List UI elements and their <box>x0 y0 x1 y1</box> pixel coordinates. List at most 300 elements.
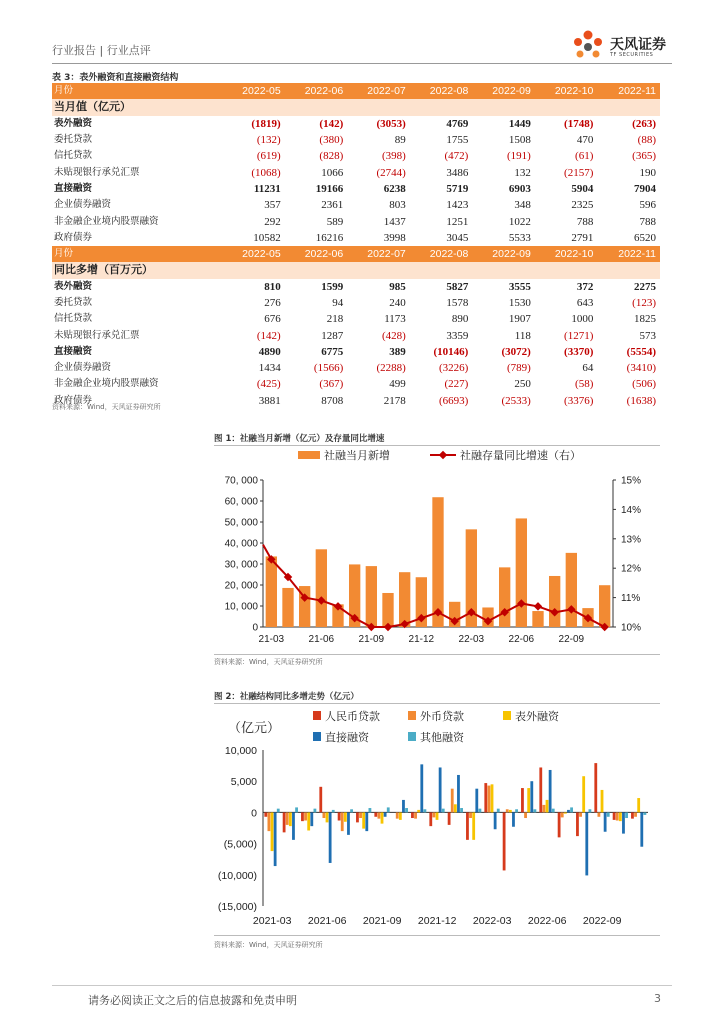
value-cell: 1423 <box>446 199 469 212</box>
value-cell: (2744) <box>376 166 406 179</box>
bar <box>266 556 277 627</box>
legend-bar-label: 社融当月新增 <box>324 450 390 462</box>
bar-3 <box>640 812 643 846</box>
bar-0 <box>613 812 616 819</box>
table-row <box>52 132 660 148</box>
value-cell: 2791 <box>571 231 594 244</box>
value-cell: 132 <box>514 166 531 179</box>
x-tick-label: 22-09 <box>558 634 585 645</box>
footer-divider <box>52 985 672 986</box>
row-label: 信托贷款 <box>54 150 93 162</box>
left-tick-label: 30, 000 <box>224 559 258 571</box>
value-cell: 6775 <box>321 345 344 358</box>
bar <box>516 518 527 627</box>
row-label: 企业债券融资 <box>54 199 112 211</box>
bar-0 <box>631 812 634 818</box>
logo-name-en: TF SECURITIES <box>610 52 654 58</box>
value-cell: 6520 <box>634 231 656 244</box>
bar-1 <box>542 805 545 812</box>
bar-0 <box>283 812 286 832</box>
bar-4 <box>424 809 427 812</box>
bar-1 <box>616 812 619 820</box>
value-cell: 3045 <box>446 231 469 244</box>
value-cell: (2288) <box>376 362 406 375</box>
value-cell: 389 <box>389 345 406 358</box>
value-cell: 573 <box>639 329 656 342</box>
bar-2 <box>637 798 640 812</box>
bar-0 <box>594 763 597 812</box>
bar-2 <box>344 812 347 821</box>
value-cell: (619) <box>256 150 281 163</box>
structure-yoy-chart <box>208 704 668 932</box>
x-tick-label: 2022-09 <box>582 915 622 927</box>
value-cell: 1755 <box>446 134 469 147</box>
bar <box>366 566 377 627</box>
bar <box>532 611 543 627</box>
bar-3 <box>420 764 423 812</box>
value-cell: (1271) <box>564 329 594 342</box>
value-cell: 6238 <box>383 182 406 195</box>
left-tick-label: 10, 000 <box>224 601 258 613</box>
value-cell: 372 <box>576 280 594 293</box>
bar-4 <box>295 807 298 812</box>
value-cell: 3881 <box>258 394 281 407</box>
bar-0 <box>264 812 267 816</box>
bar-3 <box>347 812 350 834</box>
value-cell: 2178 <box>383 394 406 407</box>
bar <box>499 567 510 627</box>
bar <box>549 576 560 627</box>
bar-1 <box>396 812 399 818</box>
y-tick-label: (5,000) <box>223 838 257 851</box>
value-cell: (472) <box>444 150 469 163</box>
bar-2 <box>509 810 512 812</box>
bar-4 <box>277 809 280 813</box>
value-cell: 89 <box>394 134 406 147</box>
social-financing-chart <box>208 446 668 654</box>
bar-1 <box>304 812 307 820</box>
fig2-rule-bottom <box>214 935 660 936</box>
row-label: 政府债券 <box>54 394 93 406</box>
bar-2 <box>546 800 549 812</box>
value-cell: 1173 <box>384 313 406 326</box>
bar-0 <box>484 783 487 812</box>
bar-3 <box>439 767 442 812</box>
month-cell: 2022-08 <box>410 83 473 99</box>
value-cell: 1287 <box>321 329 344 342</box>
month-cell: 2022-09 <box>472 246 535 262</box>
table-title: 表 3：表外融资和直接融资结构 <box>52 73 179 83</box>
month-cell: 2022-05 <box>222 246 285 262</box>
disclaimer: 请务必阅读正文之后的信息披露和免责申明 <box>88 994 297 1007</box>
fig1-title: 图 1：社融当月新增（亿元）及存量同比增速 <box>214 434 385 444</box>
value-cell: (367) <box>319 378 344 391</box>
bar-1 <box>414 812 417 818</box>
value-cell: 810 <box>264 280 281 293</box>
x-tick-label: 2021-09 <box>362 915 402 927</box>
x-tick-label: 2022-03 <box>472 915 512 927</box>
value-cell: 4890 <box>258 345 281 358</box>
value-cell: 985 <box>389 280 406 293</box>
bar-2 <box>564 812 567 813</box>
value-cell: (5554) <box>626 345 656 358</box>
value-cell: (3053) <box>376 117 406 130</box>
legend-label: 直接融资 <box>325 732 369 744</box>
y-tick-label: 5,000 <box>230 776 257 789</box>
page-number: 3 <box>654 992 661 1005</box>
bar-4 <box>497 809 500 813</box>
table-row <box>52 360 660 376</box>
bar-3 <box>475 789 478 813</box>
table-row <box>52 295 660 311</box>
value-cell: (3370) <box>564 345 594 358</box>
left-tick-label: 70, 000 <box>224 475 258 487</box>
value-cell: 6903 <box>508 182 531 195</box>
bar-3 <box>604 812 607 831</box>
row-label: 非金融企业境内股票融资 <box>54 215 159 227</box>
value-cell: 3998 <box>383 231 406 244</box>
value-cell: (506) <box>632 378 656 391</box>
table-row <box>52 327 660 343</box>
row-label: 表外融资 <box>54 117 93 129</box>
legend-bar-swatch <box>298 451 320 459</box>
bar-0 <box>521 788 524 812</box>
legend-swatch <box>313 711 321 720</box>
bar-0 <box>576 812 579 836</box>
company-logo <box>570 28 680 64</box>
header-divider <box>52 63 672 64</box>
x-tick-label: 2022-06 <box>527 915 567 927</box>
legend-swatch <box>408 711 416 720</box>
value-cell: 589 <box>326 215 344 228</box>
legend-label: 外币贷款 <box>420 711 464 723</box>
value-cell: 3486 <box>446 166 469 179</box>
row-label: 政府债券 <box>54 231 93 243</box>
value-cell: (6693) <box>438 394 469 407</box>
bar-3 <box>384 812 387 816</box>
value-cell: 1251 <box>446 215 469 228</box>
bar <box>282 588 293 627</box>
bar-2 <box>307 812 310 830</box>
value-cell: 357 <box>264 199 281 212</box>
bar-1 <box>377 812 380 818</box>
bar-4 <box>515 809 518 812</box>
right-tick-label: 11% <box>621 593 641 605</box>
value-cell: (2533) <box>501 394 531 407</box>
right-tick-label: 13% <box>621 534 642 546</box>
legend-label: 表外融资 <box>515 711 559 723</box>
bar-0 <box>301 812 304 821</box>
bar-0 <box>448 812 451 824</box>
y-tick-label: (10,000) <box>217 869 257 882</box>
bar-4 <box>552 809 555 813</box>
value-cell: (88) <box>637 134 656 147</box>
value-cell: 190 <box>639 166 656 179</box>
bar-3 <box>530 781 533 812</box>
bar-1 <box>432 812 435 817</box>
value-cell: 1000 <box>571 313 594 326</box>
x-tick-label: 21-03 <box>258 634 285 645</box>
section-label: 同比多增（百万元） <box>52 262 660 278</box>
bar-1 <box>451 789 454 813</box>
value-cell: 5904 <box>571 182 594 195</box>
fig2-title: 图 2：社融结构同比多增走势（亿元） <box>214 692 359 702</box>
value-cell: 11231 <box>253 182 281 195</box>
bar-1 <box>506 809 509 812</box>
month-cell: 2022-10 <box>535 246 598 262</box>
value-cell: 16216 <box>315 231 344 244</box>
x-tick-label: 21-09 <box>358 634 385 645</box>
value-cell: 1437 <box>383 215 406 228</box>
value-cell: 1022 <box>508 215 531 228</box>
value-cell: (132) <box>256 134 281 147</box>
bar-1 <box>561 812 564 817</box>
left-tick-label: 40, 000 <box>224 538 258 550</box>
table-row <box>52 213 660 229</box>
left-tick-label: 50, 000 <box>224 517 258 529</box>
value-cell: (2157) <box>564 166 594 179</box>
value-cell: 3555 <box>508 280 531 293</box>
value-cell: 643 <box>576 297 594 309</box>
row-label: 表外融资 <box>54 280 93 292</box>
table-row <box>52 230 660 246</box>
table-row <box>52 376 660 392</box>
value-cell: (428) <box>381 329 406 342</box>
value-cell: 276 <box>264 297 281 309</box>
month-header: 月份 <box>52 83 222 99</box>
y-tick-label: 10,000 <box>224 745 257 757</box>
value-cell: (828) <box>319 150 344 163</box>
fig1-rule-bottom <box>214 654 660 655</box>
bar-3 <box>585 812 588 875</box>
bar-4 <box>607 812 610 816</box>
value-cell: 1825 <box>634 313 656 326</box>
value-cell: (263) <box>632 117 656 130</box>
row-label: 委托贷款 <box>54 134 93 146</box>
value-cell: 10582 <box>253 231 281 244</box>
bar-4 <box>644 812 647 814</box>
value-cell: 3359 <box>446 329 469 342</box>
legend-swatch <box>503 711 511 720</box>
value-cell: 240 <box>389 297 406 309</box>
month-cell: 2022-11 <box>597 246 660 262</box>
value-cell: 890 <box>451 313 469 326</box>
bar-2 <box>472 812 475 839</box>
bar <box>316 549 327 627</box>
x-tick-label: 2021-06 <box>307 915 347 927</box>
value-cell: (142) <box>256 329 281 342</box>
bar-1 <box>286 812 289 824</box>
bar-3 <box>457 775 460 812</box>
value-cell: (10146) <box>433 345 469 358</box>
bar <box>432 497 443 627</box>
bar-4 <box>460 808 463 812</box>
row-label: 信托贷款 <box>54 313 93 325</box>
bar-0 <box>374 812 377 816</box>
value-cell: (3376) <box>564 394 594 407</box>
row-label: 企业债券融资 <box>54 362 112 374</box>
left-tick-label: 20, 000 <box>224 580 258 592</box>
section-row <box>52 99 660 115</box>
bar-0 <box>411 812 414 818</box>
month-cell: 2022-06 <box>285 246 348 262</box>
bar-3 <box>274 812 277 866</box>
right-tick-label: 12% <box>621 563 642 575</box>
bar-2 <box>491 784 494 812</box>
value-cell: 2361 <box>321 199 344 212</box>
legend-label: 人民币贷款 <box>325 711 380 723</box>
value-cell: (3072) <box>501 345 531 358</box>
bar-1 <box>322 812 325 818</box>
value-cell: (191) <box>507 150 531 163</box>
value-cell: 4769 <box>446 117 469 130</box>
bar-1 <box>359 812 362 818</box>
bar-2 <box>289 812 292 826</box>
month-cell: 2022-10 <box>535 83 598 99</box>
bar-1 <box>579 812 582 816</box>
table-header-row <box>52 246 660 262</box>
left-tick-label: 0 <box>252 622 258 634</box>
value-cell: 19166 <box>315 182 344 195</box>
row-label: 直接融资 <box>54 345 93 357</box>
value-cell: 1449 <box>508 117 531 130</box>
value-cell: (365) <box>632 150 656 163</box>
growth-point <box>534 602 542 610</box>
table-row <box>52 197 660 213</box>
value-cell: 788 <box>639 215 656 228</box>
legend-line-label: 社融存量同比增速（右） <box>460 450 581 462</box>
value-cell: (3410) <box>626 362 656 375</box>
table-header-row <box>52 83 660 99</box>
value-cell: 94 <box>332 297 344 309</box>
value-cell: 499 <box>389 378 406 391</box>
bar-4 <box>387 807 390 812</box>
bar-4 <box>369 808 372 812</box>
bar-4 <box>534 809 537 812</box>
table-row <box>52 116 660 132</box>
bar-2 <box>271 812 274 851</box>
legend-swatch <box>313 732 321 741</box>
x-tick-label: 22-03 <box>458 634 485 645</box>
bar-4 <box>479 809 482 813</box>
value-cell: (1748) <box>564 117 594 130</box>
right-tick-label: 10% <box>621 622 642 634</box>
logo-name: 天风证券 <box>610 37 666 53</box>
value-cell: 292 <box>264 215 281 228</box>
table-row <box>52 311 660 327</box>
bar-0 <box>356 812 359 822</box>
month-cell: 2022-11 <box>597 83 660 99</box>
bar-4 <box>589 809 592 812</box>
bar-1 <box>267 812 270 831</box>
table-row <box>52 279 660 295</box>
value-cell: 348 <box>514 199 531 212</box>
value-cell: 5533 <box>508 231 531 244</box>
value-cell: (3226) <box>438 362 469 375</box>
x-tick-label: 2021-12 <box>417 915 457 927</box>
bar <box>399 572 410 627</box>
table-row <box>52 148 660 164</box>
section-label: 当月值（亿元） <box>52 99 660 115</box>
bar-2 <box>582 776 585 812</box>
bar-2 <box>399 812 402 819</box>
value-cell: (61) <box>575 150 594 163</box>
row-label: 委托贷款 <box>54 297 93 308</box>
month-cell: 2022-06 <box>285 83 348 99</box>
bar-3 <box>512 812 515 826</box>
bar-3 <box>310 812 313 826</box>
bar-3 <box>292 812 295 839</box>
bar-2 <box>527 788 530 812</box>
bar-2 <box>381 812 384 823</box>
row-label: 未贴现银行承兑汇票 <box>54 329 140 341</box>
value-cell: (58) <box>575 378 594 391</box>
x-tick-label: 22-06 <box>508 634 535 645</box>
value-cell: 1530 <box>508 297 531 309</box>
value-cell: (1068) <box>251 166 281 179</box>
row-label: 直接融资 <box>54 182 93 194</box>
bar-3 <box>494 812 497 829</box>
bar-4 <box>570 807 573 812</box>
bar-1 <box>487 786 490 813</box>
value-cell: 1599 <box>321 280 344 293</box>
value-cell: (1819) <box>251 117 281 130</box>
bar-4 <box>442 809 445 813</box>
month-cell: 2022-07 <box>347 246 410 262</box>
value-cell: 2275 <box>634 280 656 293</box>
table-row <box>52 164 660 180</box>
section-row <box>52 262 660 278</box>
bar-4 <box>625 812 628 818</box>
bar-4 <box>332 810 335 812</box>
bar-4 <box>314 809 317 813</box>
bar-3 <box>549 770 552 812</box>
value-cell: 8708 <box>321 394 344 407</box>
bar-1 <box>524 812 527 818</box>
value-cell: 1508 <box>508 134 531 147</box>
x-tick-label: 21-12 <box>408 634 435 645</box>
bar-2 <box>436 812 439 819</box>
financing-structure-table <box>52 83 660 409</box>
bar-4 <box>405 808 408 812</box>
value-cell: 1066 <box>321 166 344 179</box>
value-cell: 7904 <box>634 182 656 195</box>
bar-3 <box>622 812 625 833</box>
row-label: 未贴现银行承兑汇票 <box>54 166 140 178</box>
fig2-source: 资料来源：Wind，天风证券研究所 <box>214 941 323 949</box>
value-cell: (380) <box>319 134 344 147</box>
value-cell: 596 <box>639 199 656 212</box>
bar <box>382 593 393 627</box>
bar-2 <box>601 790 604 812</box>
bar-2 <box>362 812 365 828</box>
x-tick-label: 21-06 <box>308 634 335 645</box>
month-cell: 2022-09 <box>472 83 535 99</box>
legend-line-marker <box>439 451 447 459</box>
left-tick-label: 60, 000 <box>224 496 258 508</box>
month-cell: 2022-07 <box>347 83 410 99</box>
bar-0 <box>338 812 341 820</box>
value-cell: 788 <box>576 215 594 228</box>
bar-1 <box>597 812 600 816</box>
value-cell: 64 <box>582 362 594 375</box>
value-cell: 676 <box>264 313 281 326</box>
bar-3 <box>329 812 332 863</box>
value-cell: 118 <box>514 329 531 342</box>
report-category: 行业报告 | 行业点评 <box>52 44 151 57</box>
bar-0 <box>429 812 432 826</box>
bar-1 <box>469 812 472 818</box>
